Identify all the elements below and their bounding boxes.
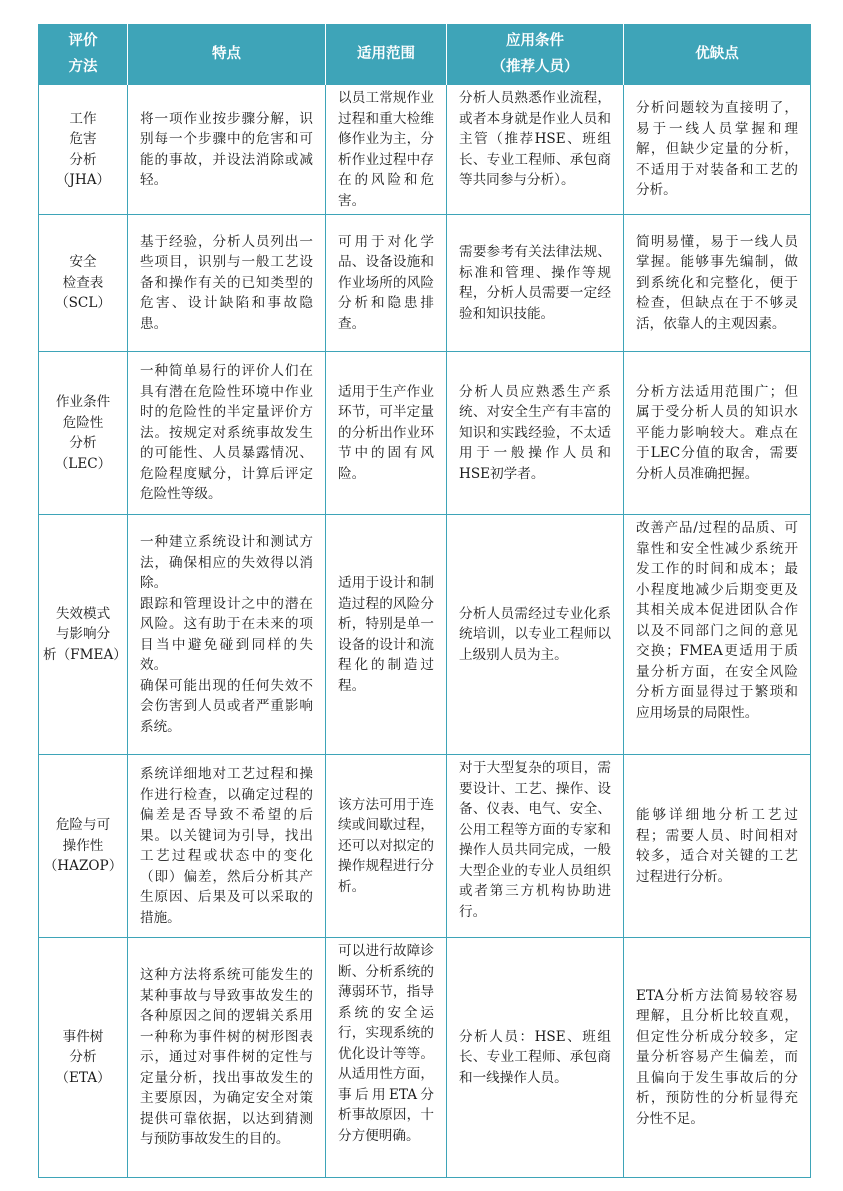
header-features: 特点 <box>128 24 326 85</box>
features-cell: 将一项作业按步骤分解，识别每一个步骤中的危害和可能的事故，并设法消除或减轻。 <box>128 85 326 215</box>
method-name-cell: 失效模式 与影响分 析（FMEA） <box>39 515 128 755</box>
conditions-cell: 对于大型复杂的项目，需要设计、工艺、操作、设备、仪表、电气、安全、公用工程等方面的专家和操作人员共同完成，一般大型企业的专业人员组织或者第三方机构协助进行。 <box>447 755 624 938</box>
features-cell: 一种简单易行的评价人们在具有潜在危险性环境中作业时的危险性的半定量评价方法。按规定对系统事故发生的可能性、人员暴露情况、危险程度赋分，计算后评定危险性等级。 <box>128 352 326 515</box>
evaluation-methods-table <box>38 24 811 1178</box>
table-row <box>39 215 811 352</box>
scope-cell: 适用于设计和制造过程的风险分析，特别是单一设备的设计和流程化的制造过程。 <box>326 515 447 755</box>
table-row <box>39 938 811 1178</box>
table-row <box>39 755 811 938</box>
scope-cell: 适用于生产作业环节，可半定量的分析出作业环节中的固有风险。 <box>326 352 447 515</box>
method-name-cell: 危险与可 操作性 （HAZOP） <box>39 755 128 938</box>
scope-cell: 以员工常规作业过程和重大检维修作业为主，分析作业过程中存在的风险和危害。 <box>326 85 447 215</box>
conditions-cell: 分析人员熟悉作业流程，或者本身就是作业人员和主管（推荐HSE、班组长、专业工程师、承包商等共同参与分析）。 <box>447 85 624 215</box>
pros-cons-cell: 改善产品/过程的品质、可靠性和安全性减少系统开发工作的时间和成本；最小程度地减少后期变更及其相关成本促进团队合作以及不同部门之间的意见交换；FMEA更适用于质量分析方面，在安全风险分析方面显得过于繁琐和应用场景的局限性。 <box>624 515 811 755</box>
method-name-cell: 事件树 分析 （ETA） <box>39 938 128 1178</box>
conditions-cell: 分析人员需经过专业化系统培训，以专业工程师以上级别人员为主。 <box>447 515 624 755</box>
pros-cons-cell: 分析问题较为直接明了，易于一线人员掌握和理解，但缺少定量的分析，不适用于对装备和工艺的分析。 <box>624 85 811 215</box>
features-cell: 这种方法将系统可能发生的某种事故与导致事故发生的各种原因之间的逻辑关系用一种称为事件树的树形图表示，通过对事件树的定性与定量分析，找出事故发生的主要原因，为确定安全对策提供可靠依据，以达到猜测与预防事故发生的目的。 <box>128 938 326 1178</box>
method-name-cell: 工作 危害 分析 （JHA） <box>39 85 128 215</box>
header-pros-cons: 优缺点 <box>624 24 811 85</box>
method-name-cell: 作业条件 危险性 分析 （LEC） <box>39 352 128 515</box>
header-conditions: 应用条件 （推荐人员） <box>447 24 624 85</box>
method-name-cell: 安全 检查表 （SCL） <box>39 215 128 352</box>
table-header-row <box>39 24 811 85</box>
conditions-cell: 分析人员：HSE、班组长、专业工程师、承包商和一线操作人员。 <box>447 938 624 1178</box>
pros-cons-cell: 简明易懂，易于一线人员掌握。能够事先编制，做到系统化和完整化，便于检查，但缺点在于不够灵活，依靠人的主观因素。 <box>624 215 811 352</box>
pros-cons-cell: ETA分析方法简易较容易理解，且分析比较直观，但定性分析成分较多，定量分析容易产生偏差，而且偏向于发生事故后的分析，预防性的分析显得充分性不足。 <box>624 938 811 1178</box>
pros-cons-cell: 能够详细地分析工艺过程；需要人员、时间相对较多，适合对关键的工艺过程进行分析。 <box>624 755 811 938</box>
header-method: 评价 方法 <box>39 24 128 85</box>
scope-cell: 可用于对化学品、设备设施和作业场所的风险分析和隐患排查。 <box>326 215 447 352</box>
table-row <box>39 352 811 515</box>
features-cell: 基于经验，分析人员列出一些项目，识别与一般工艺设备和操作有关的已知类型的危害、设计缺陷和事故隐患。 <box>128 215 326 352</box>
features-cell: 系统详细地对工艺过程和操作进行检查，以确定过程的偏差是否导致不希望的后果。以关键词为引导，找出工艺过程或状态中的变化（即）偏差，然后分析其产生原因、后果及可以采取的措施。 <box>128 755 326 938</box>
header-scope: 适用范围 <box>326 24 447 85</box>
conditions-cell: 分析人员应熟悉生产系统、对安全生产有丰富的知识和实践经验，不太适用于一般操作人员和HSE初学者。 <box>447 352 624 515</box>
scope-cell: 可以进行故障诊断、分析系统的薄弱环节，指导系统的安全运行，实现系统的优化设计等等。从适用性方面，事后用ETA分析事故原因，十分方便明确。 <box>326 938 447 1178</box>
features-cell: 一种建立系统设计和测试方法，确保相应的失效得以消除。 跟踪和管理设计之中的潜在风险。这有助于在未来的项目当中避免碰到同样的失效。 确保可能出现的任何失效不会伤害到人员或者严重影响系统。 <box>128 515 326 755</box>
table-row <box>39 85 811 215</box>
pros-cons-cell: 分析方法适用范围广；但属于受分析人员的知识水平能力影响较大。难点在于LEC分值的取舍，需要分析人员准确把握。 <box>624 352 811 515</box>
scope-cell: 该方法可用于连续或间歇过程，还可以对拟定的操作规程进行分析。 <box>326 755 447 938</box>
conditions-cell: 需要参考有关法律法规、标准和管理、操作等规程，分析人员需要一定经验和知识技能。 <box>447 215 624 352</box>
table-row <box>39 515 811 755</box>
